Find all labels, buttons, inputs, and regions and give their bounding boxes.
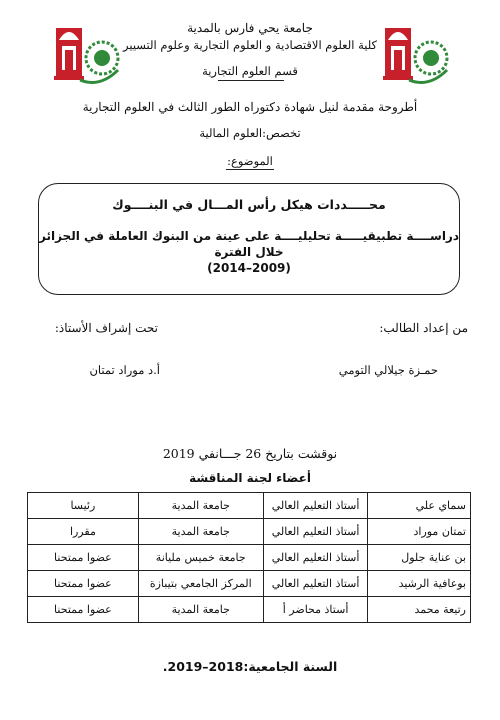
- committee-title: أعضاء لجنة المناقشة: [189, 471, 311, 485]
- department-name: قسم العلوم التجارية: [202, 64, 298, 78]
- table-row: [28, 493, 471, 519]
- member-rank: أستاذ التعليم العالي: [263, 519, 368, 545]
- supervisor-label: تحت إشراف الأستاذ:: [54, 321, 158, 335]
- member-rank: أستاذ التعليم العالي: [263, 571, 368, 597]
- thesis-period: (2014–2009): [207, 261, 291, 275]
- member-name: تمتان موراد: [368, 519, 471, 545]
- thesis-title: محـــــددات هيكل رأس المـــال في البنــــوك: [112, 197, 386, 212]
- table-row: [28, 597, 471, 623]
- member-institution: جامعة المدية: [138, 493, 263, 519]
- member-role: رئيسا: [28, 493, 139, 519]
- member-role: عضوا ممتحنا: [28, 597, 139, 623]
- thesis-statement: أطروحة مقدمة لنيل شهادة دكتوراه الطور الثالث في العلوم التجارية: [82, 100, 418, 114]
- member-institution: جامعة خميس مليانة: [138, 545, 263, 571]
- member-name: بن عناية جلول: [368, 545, 471, 571]
- member-role: مقررا: [28, 519, 139, 545]
- student-label: من إعداد الطالب:: [379, 321, 468, 335]
- faculty-name: كلية العلوم الاقتصادية و العلوم التجارية وعلوم التسيير: [123, 38, 377, 52]
- member-rank: أستاذ التعليم العالي: [263, 545, 368, 571]
- member-name: رتيعة محمد: [368, 597, 471, 623]
- supervisor-name: أ.د موراد تمتان: [89, 363, 160, 377]
- committee-table: [27, 492, 471, 623]
- table-row: [28, 571, 471, 597]
- defense-date: نوقشت بتاريخ 26 جـــانفي 2019: [162, 446, 338, 461]
- university-name: جامعة يحي فارس بالمدية: [187, 21, 313, 35]
- member-institution: جامعة المدية: [138, 519, 263, 545]
- thesis-subtitle: دراســــة تطبيقيـــــة تحليليــــة على عينة من البنوك العاملة في الجزائر خلال الفترة: [39, 229, 459, 259]
- subject-underline: [226, 169, 274, 170]
- member-name: سماي علي: [368, 493, 471, 519]
- table-row: [28, 545, 471, 571]
- member-role: عضوا ممتحنا: [28, 571, 139, 597]
- table-row: [28, 519, 471, 545]
- member-role: عضوا ممتحنا: [28, 545, 139, 571]
- member-rank: أستاذ التعليم العالي: [263, 493, 368, 519]
- subject-label: الموضوع:: [227, 154, 273, 168]
- member-rank: أستاذ محاضر أ: [263, 597, 368, 623]
- student-name: حمـزة جيلالي التومي: [338, 363, 438, 377]
- specialization: تخصص:العلوم المالية: [199, 126, 301, 140]
- member-name: بوعافية الرشيد: [368, 571, 471, 597]
- member-institution: المركز الجامعي بتيبازة: [138, 571, 263, 597]
- thesis-title-box: [38, 183, 460, 295]
- member-institution: جامعة المدية: [138, 597, 263, 623]
- department-underline: [218, 80, 284, 81]
- academic-year: السنة الجامعية:2018–2019.: [162, 659, 338, 674]
